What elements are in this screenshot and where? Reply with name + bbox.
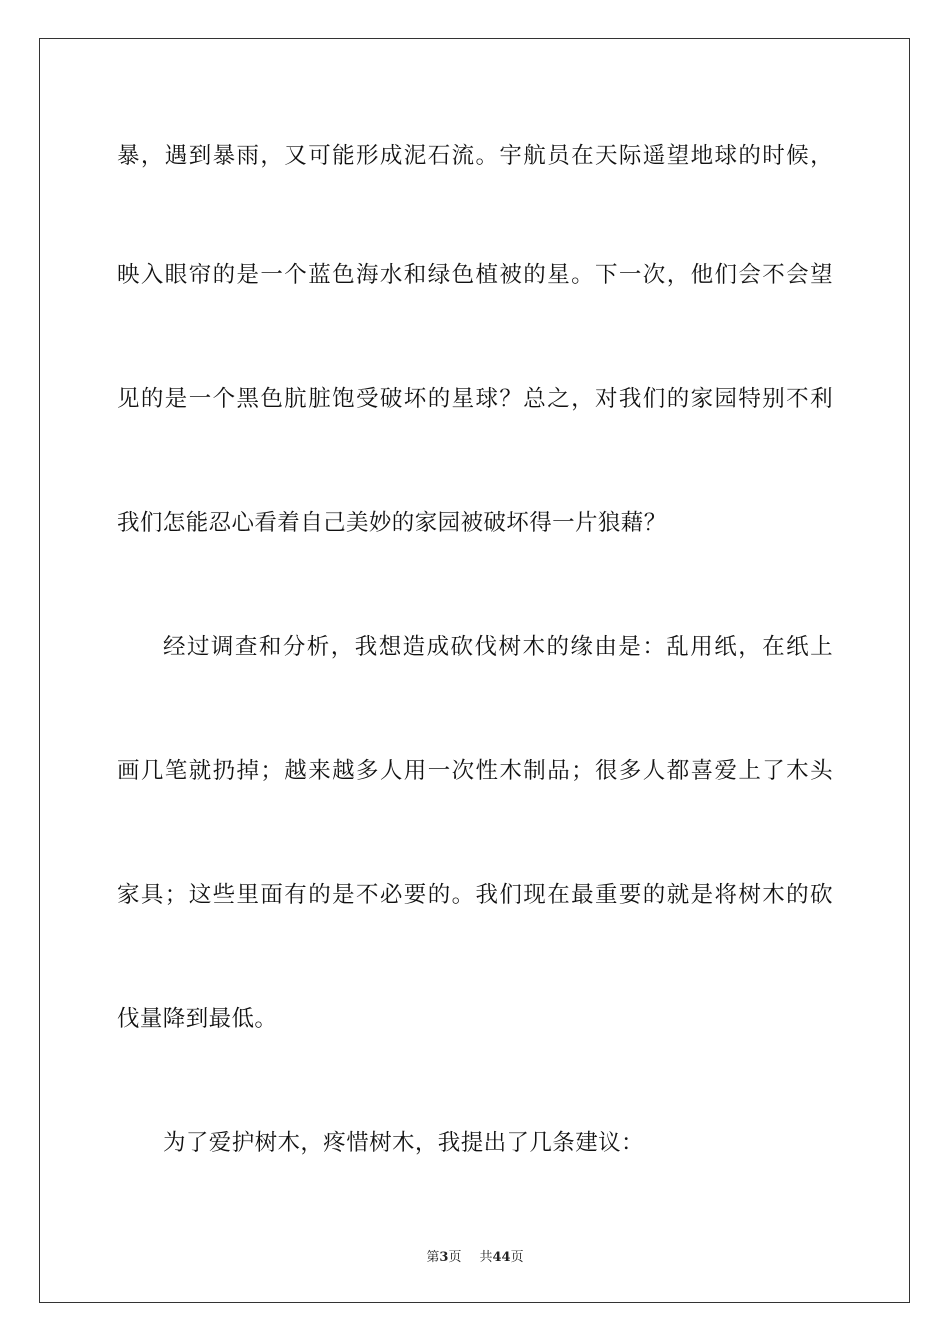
- footer-total-prefix: 共: [479, 1250, 493, 1265]
- page-border: [39, 38, 910, 1303]
- footer-page-prefix: 第: [426, 1250, 440, 1265]
- text-line-2: 映入眼帘的是一个蓝色海水和绿色植被的星。下一次，他们会不会望: [117, 262, 833, 288]
- text-line-6: 画几笔就扔掉；越来越多人用一次性木制品；很多人都喜爱上了木头: [117, 758, 833, 784]
- footer-page-suffix: 页: [448, 1250, 462, 1265]
- text-line-9: 为了爱护树木，疼惜树木，我提出了几条建议：: [163, 1130, 644, 1156]
- text-line-3: 见的是一个黑色肮脏饱受破坏的星球？总之，对我们的家园特别不利: [117, 386, 833, 412]
- text-line-1: 暴，遇到暴雨，又可能形成泥石流。宇航员在天际遥望地球的时候，: [117, 143, 833, 169]
- text-line-7: 家具；这些里面有的是不必要的。我们现在最重要的就是将树木的砍: [117, 882, 833, 908]
- page-footer: [0, 1249, 950, 1267]
- text-line-4: 我们怎能忍心看着自己美妙的家园被破坏得一片狼藉？: [117, 510, 667, 536]
- footer-total-suffix: 页: [510, 1250, 524, 1265]
- footer-page-number: 3: [439, 1250, 449, 1265]
- footer-total-pages: 44: [492, 1250, 511, 1265]
- text-line-5: 经过调查和分析，我想造成砍伐树木的缘由是：乱用纸，在纸上: [163, 634, 833, 660]
- text-line-8: 伐量降到最低。: [117, 1006, 278, 1032]
